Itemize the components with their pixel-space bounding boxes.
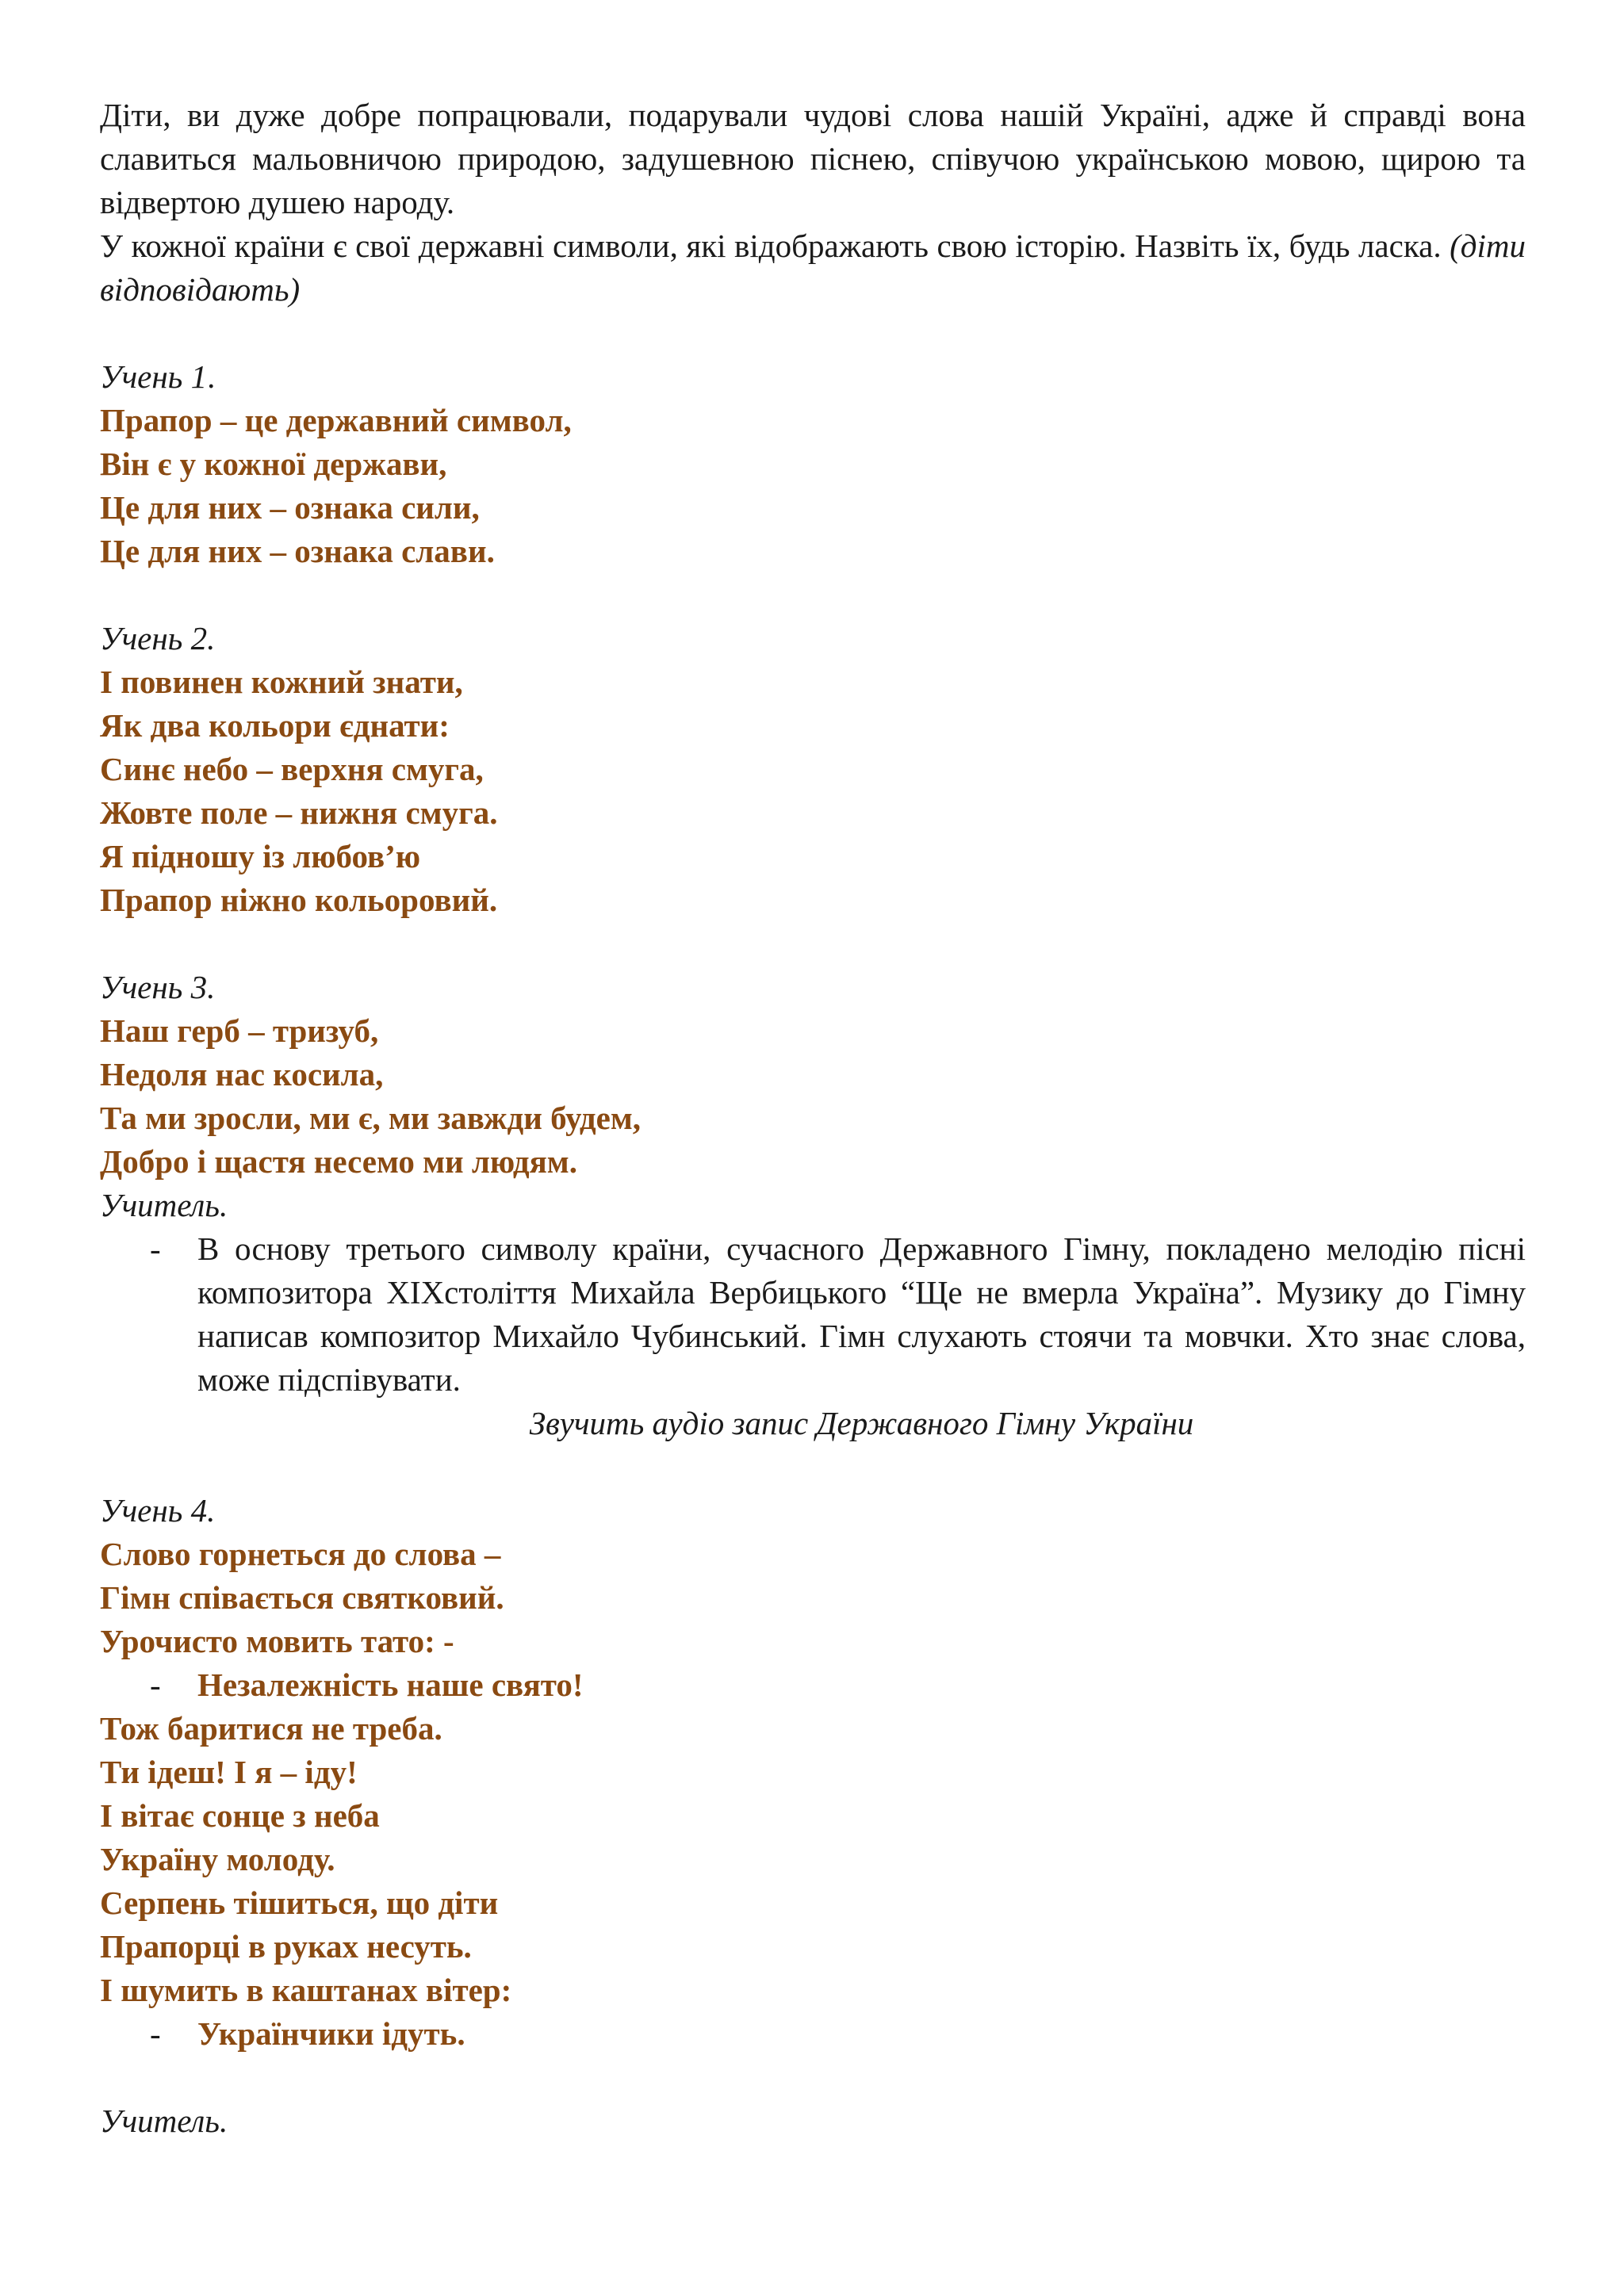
verse-line: Добро і щастя несемо ми людям. [100,1143,577,1180]
verse-line: І шумить в каштанах вітер: [100,1972,512,2008]
anthem-audio-note: Звучить аудіо запис Державного Гімну України [529,1405,1194,1441]
verse-line: Прапорці в руках несуть. [100,1928,472,1965]
verse-line: Гімн співається святковий. [100,1579,504,1616]
verse-line: Це для них – ознака слави. [100,533,495,569]
teacher-label: Учитель. [100,2103,228,2139]
spacer [100,573,1526,617]
dash-marker: - [150,2015,161,2052]
verse-line: Недоля нас косила, [100,1056,384,1093]
dash-marker: - [150,1667,161,1703]
spacer [100,2056,1526,2099]
verse-line: Незалежність наше свято! [197,1667,584,1703]
verse-line: Жовте поле – нижня смуга. [100,794,498,831]
student-2-label: Учень 2. [100,620,216,656]
verse-line: Слово горнеться до слова – [100,1536,501,1572]
intro-paragraph-1: Діти, ви дуже добре попрацювали, подарували чудові слова нашій Україні, адже й справді вона славиться мальовничою природою, задушевною піснею, співучою українською мовою, щирою та відвертою душею народу. [100,97,1526,220]
student-1-label-suffix: . [207,358,216,395]
verse-line: Україну молоду. [100,1841,335,1877]
verse-line: Урочисто мовить тато: - [100,1623,454,1659]
verse-line: Як два кольори єднати: [100,707,450,744]
verse-line: Я підношу із любов’ю [100,838,421,874]
spacer [100,312,1526,355]
spacer [100,922,1526,966]
teacher-remark [100,1227,1526,1402]
verse-line: Тож баритися не треба. [100,1710,442,1747]
verse-dash-line [100,2012,1526,2056]
intro-paragraph-2-text: У кожної країни є свої державні символи, які відображають свою історію. Назвіть їх, будь ласка. [100,228,1442,264]
verse-line: І вітає сонце з неба [100,1797,380,1834]
verse-line: Це для них – ознака сили, [100,489,480,526]
student-1-label-text: Учень 1 [100,358,208,395]
verse-line: Серпень тішиться, що діти [100,1885,499,1921]
intro-hint: (діти відповідають) [100,228,1526,308]
document-page [100,94,1526,2143]
verse-line: Та ми зросли, ми є, ми завжди будем, [100,1100,642,1136]
verse-line: І повинен кожний знати, [100,664,463,700]
verse-line: Синє небо – верхня смуга, [100,751,484,787]
teacher-remark-text: В основу третього символу країни, сучасного Державного Гімну, покладено мелодію пісні композитора XIXстоліття Михайла Вербицького “Ще не вмерла Україна”. Музику до Гімну написав композитор Михайло Чубинський. Гімн слухають стоячи та мовчки. Хто знає слова, може підспівувати. [197,1230,1526,1398]
verse-line: Прапор ніжно кольоровий. [100,882,498,918]
verse-dash-line [100,1663,1526,1707]
verse-line: Наш герб – тризуб, [100,1012,379,1049]
teacher-label: Учитель. [100,1187,228,1223]
verse-line: Він є у кожної держави, [100,446,447,482]
student-3-label: Учень 3. [100,969,216,1005]
intro-paragraph-2 [100,224,1526,312]
verse-line: Українчики ідуть. [197,2015,465,2052]
dash-marker: - [150,1230,161,1267]
student-4-label: Учень 4. [100,1492,216,1529]
student-1-label [100,355,1526,399]
verse-line: Прапор – це державний символ, [100,402,572,438]
verse-line: Ти ідеш! І я – іду! [100,1754,358,1790]
spacer [100,1445,1526,1489]
